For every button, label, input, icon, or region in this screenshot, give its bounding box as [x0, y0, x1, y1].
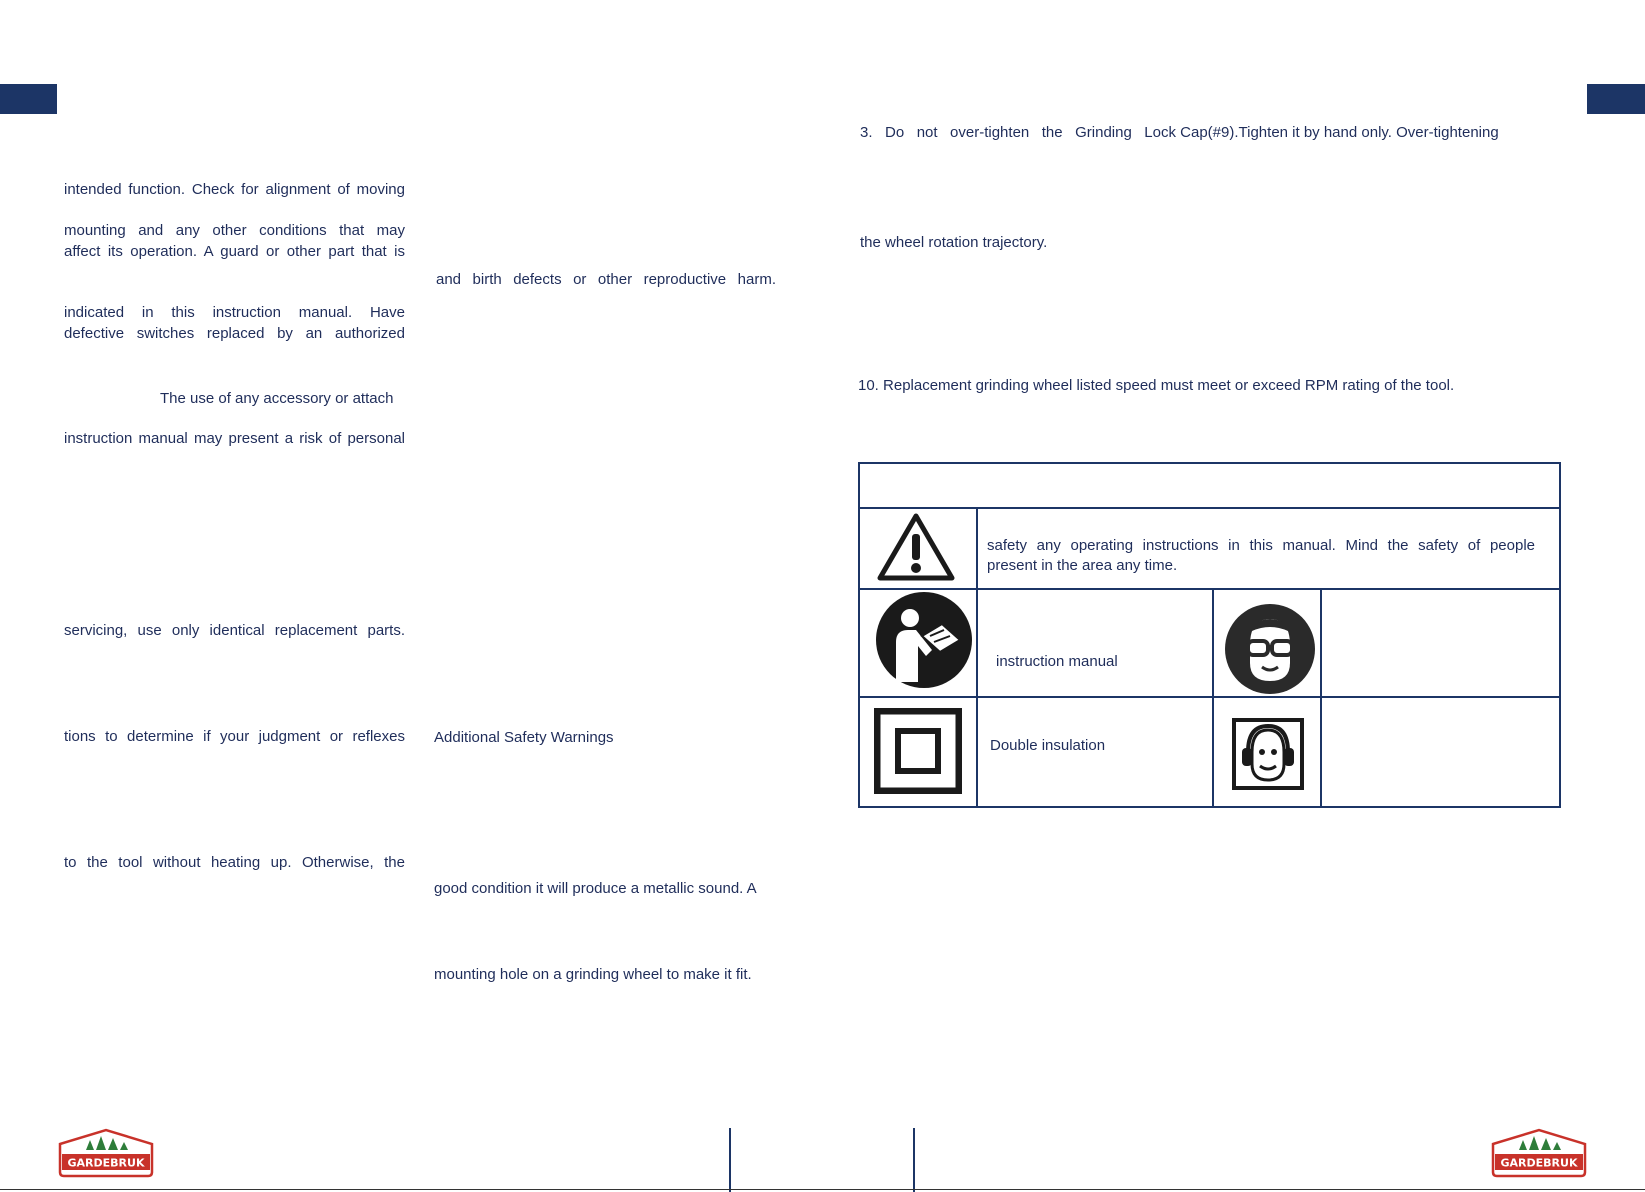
table-col-divider-2	[1212, 588, 1214, 808]
item-3-text: 3. Do not over-tighten the Grinding Lock Cap(#9).Tighten it by hand only. Over-tightening	[860, 124, 1499, 141]
table-header-divider	[858, 507, 1561, 509]
warning-text-line-1: safety any operating instructions in this manual. Mind the safety of people	[987, 537, 1535, 554]
left-line-2: mounting and any other conditions that may	[64, 222, 405, 239]
table-row-divider-2	[858, 696, 1561, 698]
left-line-9: tions to determine if your judgment or reflexes	[64, 728, 405, 745]
middle-line-3: good condition it will produce a metallic sound. A	[434, 880, 757, 897]
left-line-10: to the tool without heating up. Otherwise, the	[64, 854, 405, 871]
middle-line-4: mounting hole on a grinding wheel to make it fit.	[434, 966, 752, 983]
footer-divider-left	[729, 1128, 731, 1192]
left-line-6: The use of any accessory or attach	[160, 390, 394, 407]
left-line-1: intended function. Check for alignment of moving	[64, 181, 405, 198]
gardebruk-logo-left	[56, 1128, 156, 1178]
left-page-tab	[0, 84, 57, 114]
item-10-text: 10. Replacement grinding wheel listed speed must meet or exceed RPM rating of the tool.	[858, 377, 1455, 394]
read-manual-icon	[874, 590, 974, 690]
table-col-divider-3	[1320, 588, 1322, 808]
additional-safety-heading: Additional Safety Warnings	[434, 729, 614, 746]
footer-bottom-line	[0, 1189, 1645, 1190]
table-col-divider-1	[976, 507, 978, 808]
ear-protection-icon	[1232, 718, 1304, 790]
left-line-4: indicated in this instruction manual. Have	[64, 304, 405, 321]
left-line-8: servicing, use only identical replacement parts.	[64, 622, 405, 639]
left-line-3: affect its operation. A guard or other part that is	[64, 243, 405, 260]
svg-text:GARDEBRUK: GARDEBRUK	[67, 1156, 145, 1170]
left-line-5: defective switches replaced by an authorized	[64, 325, 405, 342]
warning-text-line-2: present in the area any time.	[987, 557, 1178, 574]
trajectory-text: the wheel rotation trajectory.	[860, 234, 1048, 251]
left-line-7: instruction manual may present a risk of personal	[64, 430, 405, 447]
gardebruk-logo-right	[1489, 1128, 1589, 1178]
footer-divider-right	[913, 1128, 915, 1192]
right-page-tab	[1587, 84, 1645, 114]
double-insulation-text: Double insulation	[990, 737, 1106, 754]
middle-line-1: and birth defects or other reproductive harm.	[436, 271, 776, 288]
manual-text: instruction manual	[996, 653, 1118, 670]
safety-goggles-icon	[1224, 603, 1316, 695]
warning-triangle-icon	[876, 512, 956, 582]
double-insulation-icon	[874, 708, 962, 794]
svg-text:GARDEBRUK: GARDEBRUK	[1500, 1156, 1578, 1170]
